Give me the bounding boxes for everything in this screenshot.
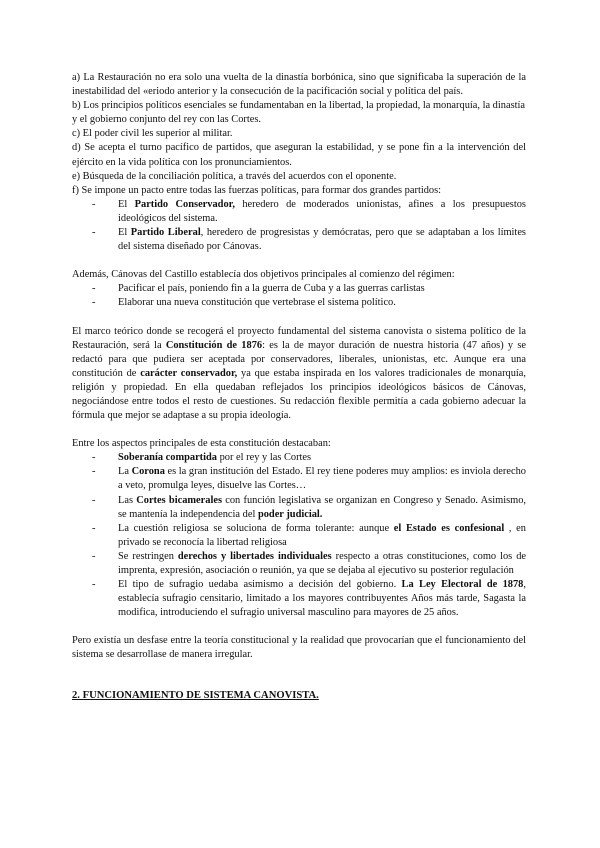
text: , establecía sufragio censitario, limitado a los mayores contribuyentes Años más tarde, Sagasta la modifica, introduciendo el sufragio universal masculino para mayores de 25 años. — [118, 579, 526, 619]
list-item-soberania — [72, 451, 526, 465]
list-item-partido-liberal — [72, 226, 526, 254]
paragraph-desfase: Pero existía un desfase entre la teoría constitucional y la realidad que provocarían que el funcionamiento del sistema se desarrollase de manera irregular. — [72, 635, 526, 661]
bullet-dash: - — [92, 494, 96, 506]
bullet-dash: - — [92, 198, 96, 210]
document-page — [72, 71, 526, 703]
list-item-text: Pacificar el país, poniendo fin a la guerra de Cuba y a las guerras carlistas — [118, 283, 425, 295]
bold-term: el Estado es confesional — [393, 522, 505, 534]
bullet-dash: - — [92, 550, 96, 562]
text: es la gran institución del Estado. El rey tiene poderes muy amplios: es inviola derecho a veto, promulga leyes, disuelve las Cortes… — [118, 466, 526, 492]
paragraph-marco-teorico — [72, 325, 526, 424]
list-item-partido-conservador — [72, 198, 526, 226]
text: El marco teórico donde se recogerá el proyecto fundamental del sistema canovista o sistema político de la Restauración, será la — [72, 325, 526, 351]
bold-term: La Ley Electoral de 1878 — [401, 579, 524, 591]
text: heredero de moderados unionistas, afines a los presupuestos ideológicos del sistema. — [118, 198, 526, 224]
list-item-objetivo-2 — [72, 296, 526, 310]
text: El — [118, 198, 135, 210]
list-item-text — [118, 451, 526, 465]
bullet-dash: - — [92, 297, 96, 309]
text: respecto a otras constituciones, como los de imprenta, expresión, asociación o reunión, ya que se dejaba al ejecutivo su posterior regulación — [118, 550, 526, 576]
list-item-text — [118, 522, 526, 550]
paragraph-c: c) El poder civil les superior al militar. — [72, 128, 233, 140]
list-item-text — [118, 578, 526, 620]
paragraph-e: e) Búsqueda de la conciliación política, a través del acuerdos con el oponente. — [72, 170, 397, 182]
list-item-text — [118, 550, 526, 578]
paragraph-a: a) La Restauración no era solo una vuelta de la dinastía borbónica, sino que significaba la superación de la inestabilidad del «eriodo anterior y la consecución de la pacificación social y política del país. — [72, 72, 526, 98]
bullet-dash: - — [92, 227, 96, 239]
bullet-dash: - — [92, 283, 96, 295]
text: , en privado se reconocía la libertad religiosa — [118, 522, 526, 548]
bold-term: Corona — [131, 466, 165, 478]
text: por el rey y las Cortes — [217, 452, 312, 464]
text: El — [118, 227, 131, 239]
bold-term: derechos y libertades individuales — [177, 550, 332, 562]
list-item-derechos — [72, 550, 526, 578]
list-item-sufragio — [72, 578, 526, 620]
bullet-dash: - — [92, 452, 96, 464]
bold-term: Cortes bicamerales — [136, 494, 223, 506]
section-heading: 2. FUNCIONAMIENTO DE SISTEMA CANOVISTA. — [72, 689, 319, 701]
text: El tipo de sufragio uedaba asimismo a decisión del gobierno. — [118, 579, 402, 591]
text: : es la de mayor duración de nuestra historia (47 años) y se redactó para que pudiera ser aceptada por conservadores, liberales, unionistas, etc. Aunque era una constitución de — [72, 339, 527, 379]
text: La — [118, 466, 132, 478]
text: Las — [118, 494, 137, 506]
bold-term: Partido Liberal — [130, 227, 201, 239]
bold-term: carácter conservador, — [140, 367, 238, 379]
list-item-text — [118, 494, 526, 522]
list-item-objetivo-1 — [72, 282, 526, 296]
list-item-text — [118, 226, 526, 254]
paragraph-b: b) Los principios políticos esenciales se fundamentaban en la libertad, la propiedad, la monarquía, la dinastía y el gobierno conjunto del rey con las Cortes. — [72, 100, 526, 126]
objetivos-intro: Además, Cánovas del Castillo establecía dos objetivos principales al comienzo del régimen: — [72, 269, 455, 281]
list-item-corona — [72, 465, 526, 493]
bold-term: poder judicial. — [257, 508, 323, 520]
bold-term: Constitución de 1876 — [165, 339, 263, 351]
list-item-text — [118, 198, 526, 226]
list-item-text: Elaborar una nueva constitución que vertebrase el sistema político. — [118, 297, 396, 309]
list-item-cortes — [72, 494, 526, 522]
list-item-text — [118, 465, 526, 493]
paragraph-f: f) Se impone un pacto entre todas las fuerzas políticas, para formar dos grandes partidos: — [72, 184, 442, 196]
text: con función legislativa se organizan en Congreso y Senado. Asimismo, se mantenía la independencia del — [118, 494, 527, 520]
bold-term: Soberanía compartida — [118, 452, 218, 464]
bold-term: Partido Conservador, — [134, 198, 235, 210]
text: Se restringen — [118, 550, 178, 562]
bullet-dash: - — [92, 466, 96, 478]
aspectos-intro: Entre los aspectos principales de esta constitución destacaban: — [72, 438, 331, 450]
text: La cuestión religiosa se soluciona de forma tolerante: aunque — [118, 522, 394, 534]
bullet-dash: - — [92, 522, 96, 534]
text: , heredero de progresistas y demócratas, pero que se adaptaban a los límites del sistema diseñado por Cánovas. — [118, 227, 526, 253]
list-item-religion — [72, 522, 526, 550]
bullet-dash: - — [92, 579, 96, 591]
paragraph-d: d) Se acepta el turno pacífico de partidos, que aseguran la estabilidad, y se pone fin a la intervención del ejército en la vida política con los pronunciamientos. — [72, 142, 526, 168]
text: ya que estaba inspirada en los valores tradicionales de monarquía, religión y propiedad. En ella quedaban reflejados los principios ideológicos básicos de Cánovas, negociándose entre todos el resto de cuestiones. Su redacción flexible permitía a cada gobierno adecuar la fórmula que mejor se adaptase a su propia ideología. — [72, 367, 527, 422]
